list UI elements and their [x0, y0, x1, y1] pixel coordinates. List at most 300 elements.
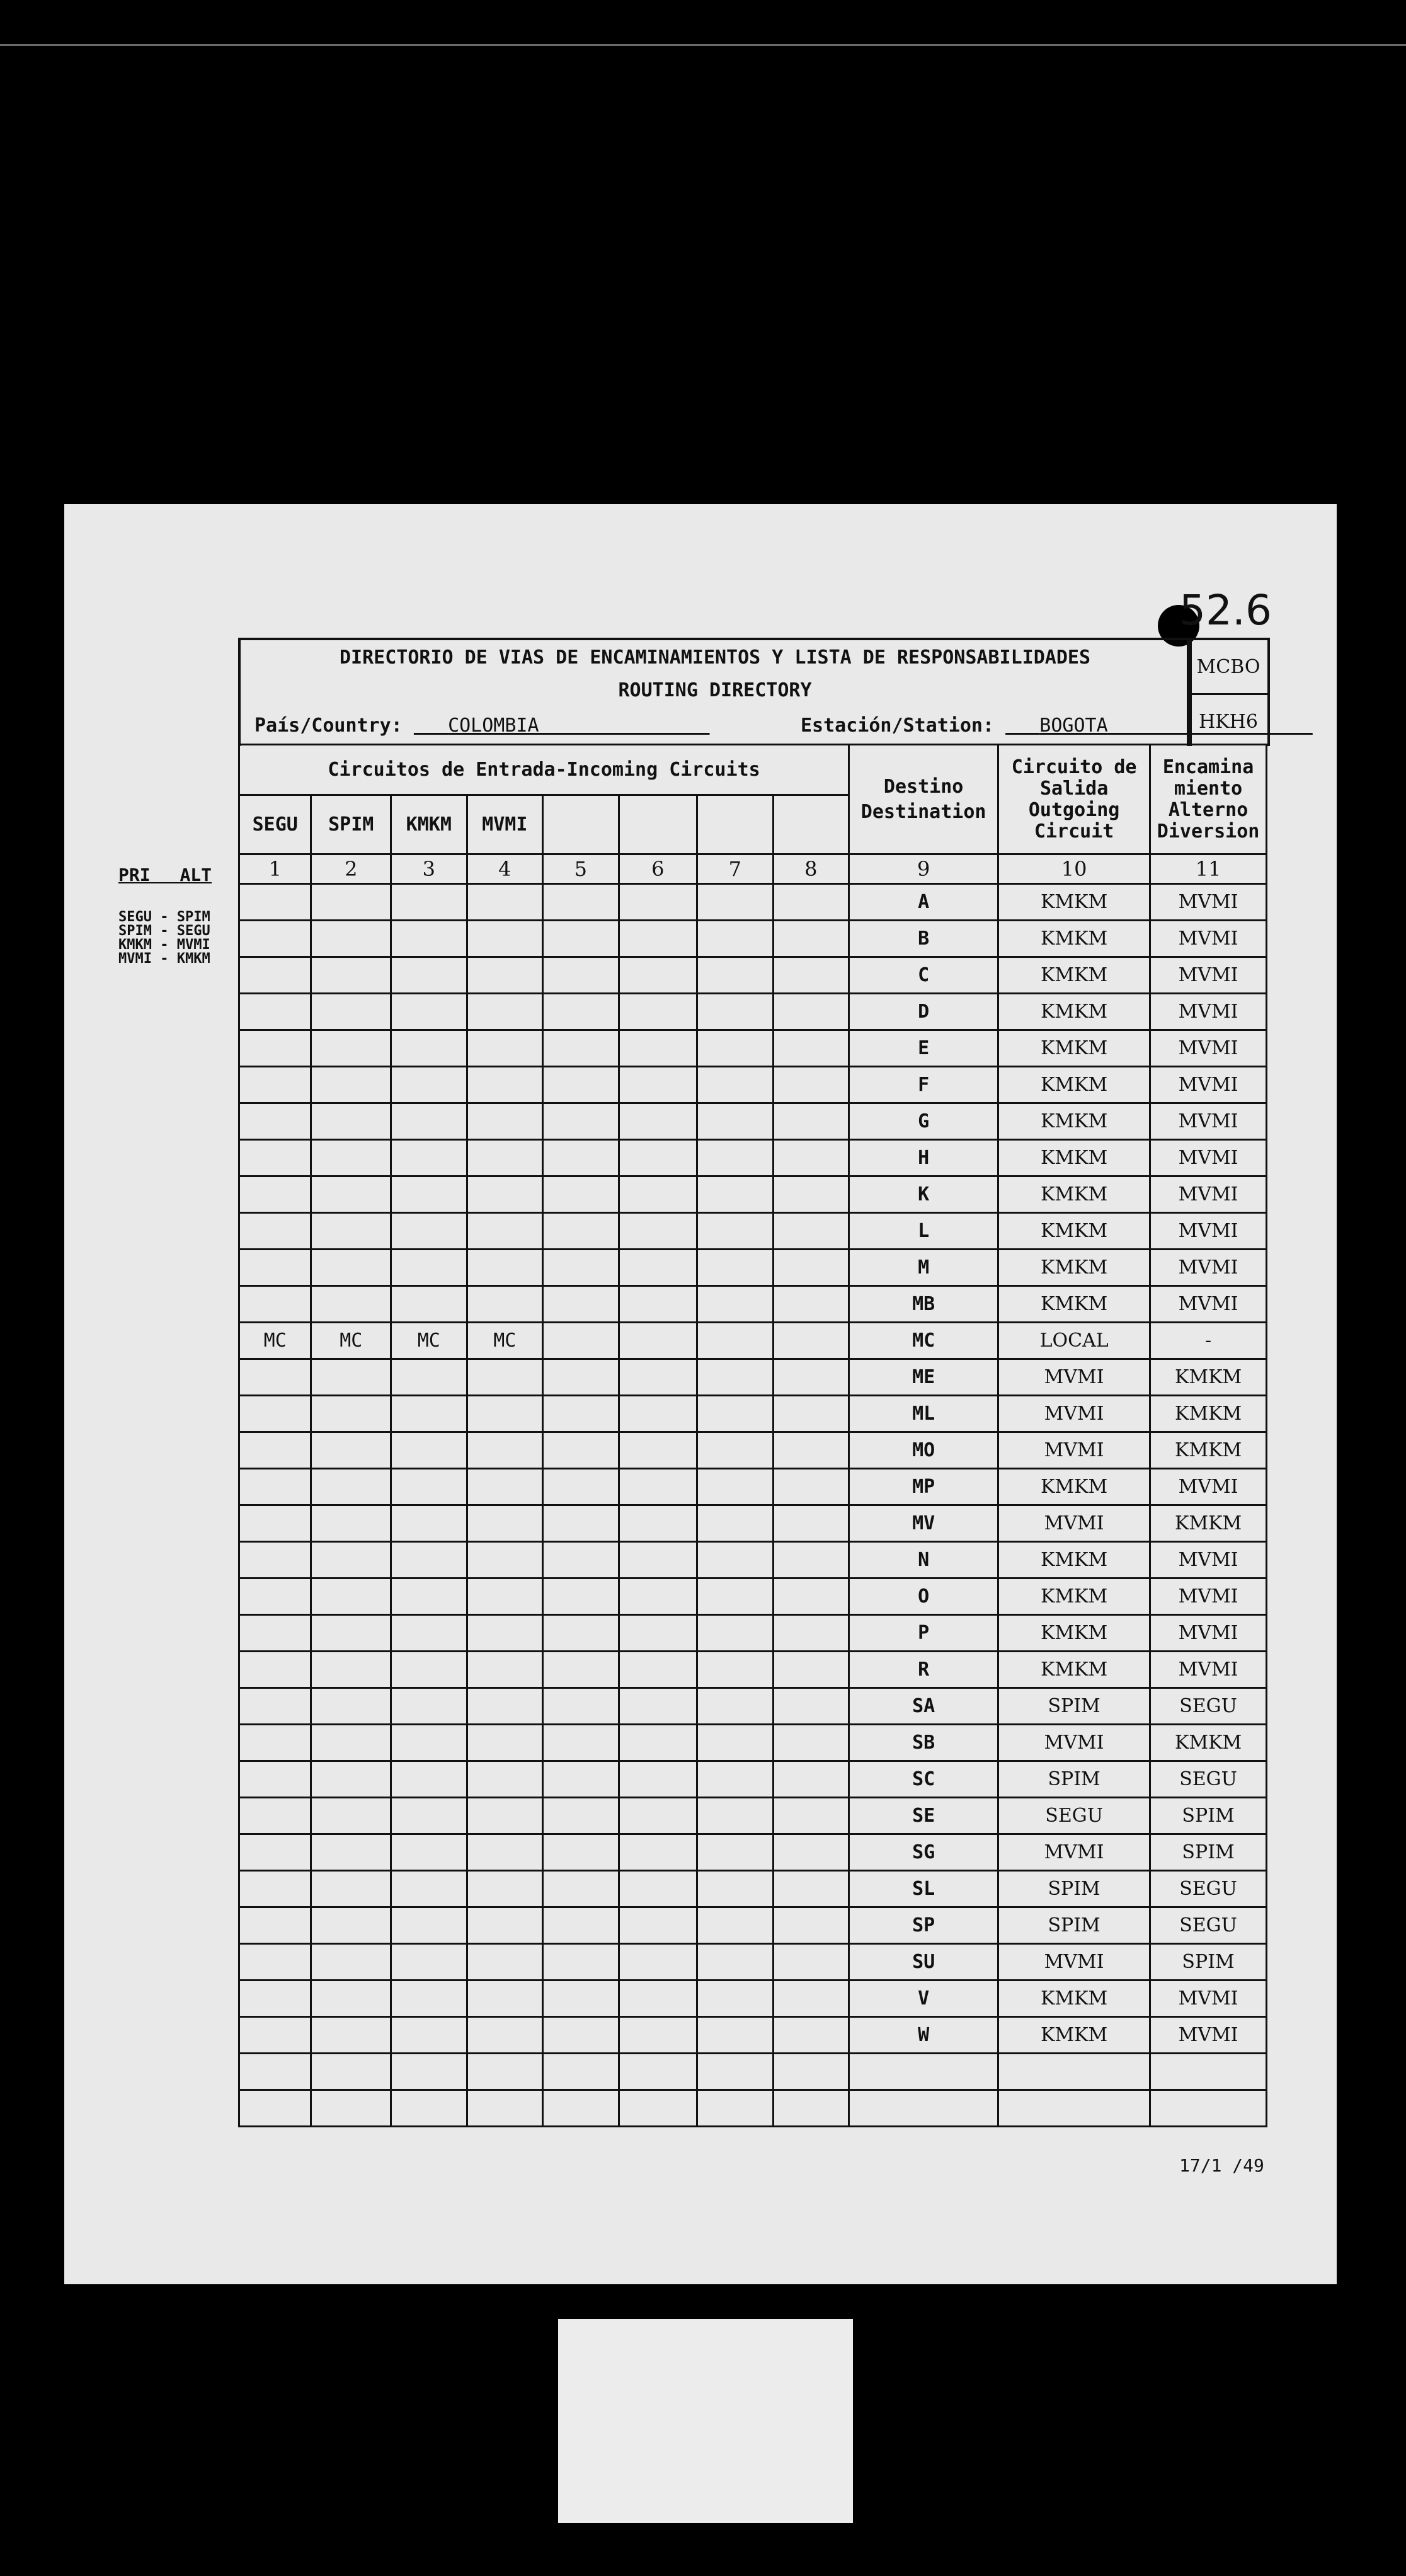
incoming-cell	[239, 1505, 311, 1542]
incoming-cell	[391, 1505, 467, 1542]
incoming-cell	[239, 1542, 311, 1578]
table-row	[239, 1578, 1267, 1615]
incoming-cell	[543, 884, 619, 921]
incoming-cell	[543, 921, 619, 957]
alternate-cell: MVMI	[1150, 921, 1267, 957]
table-row	[239, 1542, 1267, 1578]
table-row	[239, 2017, 1267, 2054]
incoming-cell	[311, 1396, 391, 1432]
incoming-cell	[391, 1578, 467, 1615]
incoming-cell	[619, 1469, 697, 1505]
incoming-cell	[467, 994, 543, 1030]
incoming-cell	[697, 1981, 774, 2017]
incoming-cell	[619, 994, 697, 1030]
outgoing-cell: KMKM	[998, 1140, 1150, 1176]
incoming-cell	[543, 1761, 619, 1798]
incoming-cell	[773, 1542, 849, 1578]
incoming-cell	[543, 2054, 619, 2090]
alternate-cell	[1150, 2054, 1267, 2090]
incoming-cell	[543, 1834, 619, 1871]
destination-cell: ML	[849, 1396, 998, 1432]
destination-cell: SB	[849, 1725, 998, 1761]
outgoing-cell: KMKM	[998, 957, 1150, 994]
incoming-cell	[239, 1725, 311, 1761]
incoming-cell	[773, 1907, 849, 1944]
incoming-cell	[467, 1834, 543, 1871]
incoming-cell	[239, 1652, 311, 1688]
alternate-cell: MVMI	[1150, 1030, 1267, 1067]
incoming-cell	[773, 1761, 849, 1798]
table-row	[239, 1761, 1267, 1798]
table-row	[239, 1688, 1267, 1725]
table-row	[239, 1725, 1267, 1761]
incoming-cell	[619, 1213, 697, 1250]
incoming-cell	[391, 957, 467, 994]
code-mcbo: MCBO	[1189, 640, 1267, 695]
incoming-cell	[391, 1834, 467, 1871]
outgoing-cell: MVMI	[998, 1834, 1150, 1871]
incoming-cell	[697, 2054, 774, 2090]
incoming-cell	[311, 1359, 391, 1396]
alternate-cell: MVMI	[1150, 1176, 1267, 1213]
incoming-cell	[239, 1140, 311, 1176]
incoming-cell	[773, 1834, 849, 1871]
column-number: 8	[773, 854, 849, 884]
incoming-circuits-header: Circuitos de Entrada-Incoming Circuits	[239, 745, 849, 795]
alternate-cell: SEGU	[1150, 1907, 1267, 1944]
table-row	[239, 1323, 1267, 1359]
incoming-cell	[467, 884, 543, 921]
incoming-cell	[697, 1725, 774, 1761]
outgoing-cell: MVMI	[998, 1432, 1150, 1469]
outgoing-cell: SPIM	[998, 1907, 1150, 1944]
legend-row: SEGU - SPIM	[118, 909, 210, 925]
incoming-cell	[311, 957, 391, 994]
alternate-cell: MVMI	[1150, 1067, 1267, 1103]
incoming-cell	[311, 1103, 391, 1140]
incoming-cell	[773, 1030, 849, 1067]
incoming-cell	[543, 2017, 619, 2054]
incoming-cell	[239, 884, 311, 921]
incoming-cell	[391, 1615, 467, 1652]
table-row	[239, 1103, 1267, 1140]
incoming-cell	[311, 1834, 391, 1871]
code-hkh6: HKH6	[1199, 710, 1258, 733]
incoming-cell: MC	[467, 1323, 543, 1359]
table-row	[239, 2090, 1267, 2127]
destination-cell: R	[849, 1652, 998, 1688]
destination-cell: MC	[849, 1323, 998, 1359]
incoming-cell	[311, 1140, 391, 1176]
incoming-cell	[311, 1578, 391, 1615]
destination-cell: B	[849, 921, 998, 957]
incoming-cell	[773, 1286, 849, 1323]
outgoing-cell: KMKM	[998, 1469, 1150, 1505]
table-row	[239, 1213, 1267, 1250]
incoming-cell	[543, 1944, 619, 1981]
alternate-cell: MVMI	[1150, 1578, 1267, 1615]
alternate-cell	[1150, 2090, 1267, 2127]
destination-cell: F	[849, 1067, 998, 1103]
table-row	[239, 884, 1267, 921]
incoming-cell	[467, 1396, 543, 1432]
incoming-cell	[467, 1140, 543, 1176]
incoming-cell	[239, 2054, 311, 2090]
table-row	[239, 1652, 1267, 1688]
incoming-cell	[391, 1761, 467, 1798]
incoming-cell	[467, 1067, 543, 1103]
incoming-cell	[543, 1323, 619, 1359]
legend-header: PRI ALT	[118, 865, 212, 885]
column-number: 9	[849, 854, 998, 884]
incoming-cell	[543, 1615, 619, 1652]
incoming-cell	[697, 1907, 774, 1944]
incoming-cell	[467, 1652, 543, 1688]
incoming-cell: MC	[311, 1323, 391, 1359]
incoming-cell	[697, 1213, 774, 1250]
outgoing-cell: KMKM	[998, 1176, 1150, 1213]
incoming-cell	[773, 1103, 849, 1140]
incoming-cell	[773, 994, 849, 1030]
incoming-cell	[311, 884, 391, 921]
incoming-cell	[311, 1615, 391, 1652]
incoming-cell	[239, 1176, 311, 1213]
incoming-cell	[391, 1432, 467, 1469]
column-number: 5	[543, 854, 619, 884]
column-number: 7	[697, 854, 774, 884]
incoming-cell	[391, 921, 467, 957]
column-number-row	[239, 854, 1267, 884]
incoming-cell	[773, 921, 849, 957]
incoming-cell	[391, 1798, 467, 1834]
incoming-cell	[239, 1286, 311, 1323]
incoming-cell	[697, 1396, 774, 1432]
incoming-cell	[619, 957, 697, 994]
incoming-cell	[391, 884, 467, 921]
incoming-cell	[619, 2090, 697, 2127]
outgoing-cell: KMKM	[998, 1103, 1150, 1140]
incoming-cell	[619, 1652, 697, 1688]
incoming-col-1: SEGU	[239, 795, 311, 854]
incoming-cell	[543, 1250, 619, 1286]
incoming-cell	[311, 1944, 391, 1981]
incoming-cell	[391, 1469, 467, 1505]
incoming-cell	[543, 1542, 619, 1578]
incoming-cell	[239, 1213, 311, 1250]
incoming-cell	[467, 1615, 543, 1652]
incoming-cell	[467, 1176, 543, 1213]
incoming-cell	[697, 1359, 774, 1396]
incoming-cell	[773, 1176, 849, 1213]
incoming-col-6	[619, 795, 697, 854]
incoming-cell	[311, 1432, 391, 1469]
incoming-cell	[773, 1323, 849, 1359]
incoming-cell	[619, 1250, 697, 1286]
alternate-cell: SPIM	[1150, 1798, 1267, 1834]
outgoing-cell: KMKM	[998, 1213, 1150, 1250]
incoming-cell	[391, 994, 467, 1030]
incoming-cell	[697, 1067, 774, 1103]
incoming-cell	[311, 1067, 391, 1103]
incoming-cell	[467, 1359, 543, 1396]
incoming-cell	[239, 1359, 311, 1396]
table-row	[239, 1981, 1267, 2017]
incoming-cell	[543, 1907, 619, 1944]
incoming-cell	[619, 1944, 697, 1981]
outgoing-cell: KMKM	[998, 1250, 1150, 1286]
table-row	[239, 1396, 1267, 1432]
table-row	[239, 1286, 1267, 1323]
location-line	[254, 715, 1313, 737]
incoming-col-5	[543, 795, 619, 854]
incoming-cell	[467, 1213, 543, 1250]
destination-cell: SL	[849, 1871, 998, 1907]
destination-cell: MO	[849, 1432, 998, 1469]
station-value: BOGOTA	[1039, 715, 1108, 737]
incoming-cell	[773, 1688, 849, 1725]
incoming-cell	[239, 1396, 311, 1432]
outgoing-cell: MVMI	[998, 1505, 1150, 1542]
incoming-cell	[619, 1615, 697, 1652]
incoming-cell	[619, 1725, 697, 1761]
incoming-cell	[311, 1286, 391, 1323]
incoming-cell	[467, 2090, 543, 2127]
incoming-cell	[773, 2054, 849, 2090]
incoming-cell	[391, 1067, 467, 1103]
incoming-cell	[619, 1981, 697, 2017]
incoming-cell	[311, 1213, 391, 1250]
incoming-cell	[467, 1981, 543, 2017]
destination-cell: M	[849, 1250, 998, 1286]
incoming-cell	[311, 1871, 391, 1907]
destination-cell: P	[849, 1615, 998, 1652]
destination-cell: MV	[849, 1505, 998, 1542]
column-number: 11	[1150, 854, 1267, 884]
incoming-cell	[239, 994, 311, 1030]
outgoing-cell: KMKM	[998, 921, 1150, 957]
incoming-cell	[773, 1871, 849, 1907]
incoming-cell	[239, 1871, 311, 1907]
column-number: 1	[239, 854, 311, 884]
incoming-cell	[697, 1140, 774, 1176]
incoming-cell	[619, 1907, 697, 1944]
incoming-cell	[467, 1871, 543, 1907]
incoming-cell	[697, 1286, 774, 1323]
outgoing-cell: KMKM	[998, 1067, 1150, 1103]
destination-cell: MB	[849, 1286, 998, 1323]
incoming-cell	[391, 1542, 467, 1578]
incoming-cell	[391, 1030, 467, 1067]
incoming-cell	[239, 1615, 311, 1652]
table-row	[239, 1505, 1267, 1542]
incoming-cell	[239, 1250, 311, 1286]
outgoing-cell: SPIM	[998, 1871, 1150, 1907]
incoming-cell	[773, 1250, 849, 1286]
page-number: 52.6	[1179, 586, 1272, 635]
incoming-cell	[619, 1505, 697, 1542]
incoming-cell	[467, 1944, 543, 1981]
incoming-cell	[543, 1652, 619, 1688]
destination-cell: H	[849, 1140, 998, 1176]
incoming-cell	[697, 1505, 774, 1542]
incoming-cell	[619, 1542, 697, 1578]
incoming-cell	[467, 1505, 543, 1542]
incoming-cell	[697, 1432, 774, 1469]
incoming-cell	[239, 2090, 311, 2127]
incoming-cell	[543, 1067, 619, 1103]
incoming-cell	[773, 1944, 849, 1981]
destination-cell: SP	[849, 1907, 998, 1944]
incoming-cell	[773, 1067, 849, 1103]
outgoing-cell: KMKM	[998, 1578, 1150, 1615]
incoming-cell	[311, 1542, 391, 1578]
incoming-cell	[311, 1176, 391, 1213]
outgoing-cell: KMKM	[998, 994, 1150, 1030]
incoming-cell	[239, 1981, 311, 2017]
destination-cell: K	[849, 1176, 998, 1213]
outgoing-cell: KMKM	[998, 1542, 1150, 1578]
incoming-cell	[697, 884, 774, 921]
alternate-cell: MVMI	[1150, 1542, 1267, 1578]
incoming-cell	[619, 1103, 697, 1140]
directory-header	[238, 638, 1192, 746]
alternate-cell: MVMI	[1150, 1286, 1267, 1323]
table-row	[239, 1176, 1267, 1213]
incoming-cell	[697, 994, 774, 1030]
outgoing-cell: SPIM	[998, 1761, 1150, 1798]
incoming-cell	[543, 1286, 619, 1323]
incoming-cell	[239, 1103, 311, 1140]
incoming-cell	[543, 957, 619, 994]
incoming-cell	[391, 1250, 467, 1286]
incoming-cell	[697, 1761, 774, 1798]
incoming-cell	[311, 921, 391, 957]
incoming-cell	[697, 1030, 774, 1067]
destination-cell: SU	[849, 1944, 998, 1981]
incoming-cell	[619, 1578, 697, 1615]
alternate-cell: MVMI	[1150, 1981, 1267, 2017]
incoming-cell	[619, 1871, 697, 1907]
column-number: 10	[998, 854, 1150, 884]
incoming-cell	[467, 1250, 543, 1286]
incoming-cell	[391, 1176, 467, 1213]
incoming-cell	[619, 1798, 697, 1834]
incoming-cell	[311, 1725, 391, 1761]
incoming-cell	[239, 1834, 311, 1871]
incoming-cell	[543, 1103, 619, 1140]
incoming-cell	[697, 1323, 774, 1359]
alternate-cell: SPIM	[1150, 1944, 1267, 1981]
destination-cell: E	[849, 1030, 998, 1067]
incoming-cell	[467, 1469, 543, 1505]
outgoing-cell	[998, 2054, 1150, 2090]
destination-cell: SG	[849, 1834, 998, 1871]
destination-cell	[849, 2090, 998, 2127]
incoming-cell	[697, 1250, 774, 1286]
incoming-cell	[543, 1981, 619, 2017]
incoming-cell	[773, 1652, 849, 1688]
country-label: País/Country:	[254, 715, 403, 737]
alternate-cell: KMKM	[1150, 1505, 1267, 1542]
legend-row: KMKM - MVMI	[118, 937, 210, 953]
incoming-cell	[239, 957, 311, 994]
incoming-cell	[773, 1396, 849, 1432]
incoming-cell	[619, 1834, 697, 1871]
incoming-cell	[391, 1140, 467, 1176]
incoming-cell	[467, 1103, 543, 1140]
incoming-cell	[773, 2090, 849, 2127]
outgoing-cell: KMKM	[998, 1615, 1150, 1652]
outgoing-cell: KMKM	[998, 1981, 1150, 2017]
incoming-cell	[467, 1286, 543, 1323]
incoming-cell	[697, 1615, 774, 1652]
table-row	[239, 957, 1267, 994]
outgoing-circuit-header: Circuito de Salida Outgoing Circuit	[998, 745, 1150, 854]
alternate-cell: MVMI	[1150, 1615, 1267, 1652]
alternate-cell: KMKM	[1150, 1725, 1267, 1761]
legend-row: SPIM - SEGU	[118, 923, 210, 939]
incoming-cell	[543, 1798, 619, 1834]
incoming-cell	[773, 1615, 849, 1652]
station-label: Estación/Station:	[801, 715, 995, 737]
routing-rows	[239, 884, 1267, 2127]
incoming-cell	[697, 1871, 774, 1907]
incoming-cell	[543, 994, 619, 1030]
incoming-col-7	[697, 795, 774, 854]
legend-row: MVMI - KMKM	[118, 951, 210, 967]
alternate-cell: MVMI	[1150, 1250, 1267, 1286]
column-number: 4	[467, 854, 543, 884]
incoming-cell	[543, 2090, 619, 2127]
incoming-cell	[467, 957, 543, 994]
incoming-cell	[311, 1030, 391, 1067]
incoming-cell	[239, 1432, 311, 1469]
incoming-cell	[697, 2090, 774, 2127]
date-stamp: 17/1 /49	[1179, 2155, 1264, 2176]
incoming-cell	[311, 2090, 391, 2127]
alternate-cell: MVMI	[1150, 1103, 1267, 1140]
station-codes	[1187, 638, 1270, 746]
incoming-cell	[697, 957, 774, 994]
incoming-cell: MC	[239, 1323, 311, 1359]
outgoing-cell: KMKM	[998, 884, 1150, 921]
destination-cell: L	[849, 1213, 998, 1250]
outgoing-cell: KMKM	[998, 1286, 1150, 1323]
incoming-cell	[391, 1213, 467, 1250]
table-row	[239, 1067, 1267, 1103]
incoming-cell	[467, 1798, 543, 1834]
incoming-cell	[311, 1250, 391, 1286]
incoming-cell	[391, 1907, 467, 1944]
pri-alt-legend	[118, 865, 212, 966]
incoming-cell	[467, 2017, 543, 2054]
incoming-cell	[391, 1981, 467, 2017]
alternate-cell: MVMI	[1150, 884, 1267, 921]
destination-cell: O	[849, 1578, 998, 1615]
incoming-cell	[391, 1652, 467, 1688]
destination-cell: C	[849, 957, 998, 994]
destination-cell: D	[849, 994, 998, 1030]
table-row	[239, 1030, 1267, 1067]
outgoing-cell: MVMI	[998, 1944, 1150, 1981]
incoming-cell	[391, 1725, 467, 1761]
alternate-cell: SEGU	[1150, 1688, 1267, 1725]
incoming-cell	[697, 1103, 774, 1140]
outgoing-cell: KMKM	[998, 1652, 1150, 1688]
incoming-cell	[619, 1176, 697, 1213]
incoming-cell	[543, 1871, 619, 1907]
incoming-cell	[239, 1030, 311, 1067]
